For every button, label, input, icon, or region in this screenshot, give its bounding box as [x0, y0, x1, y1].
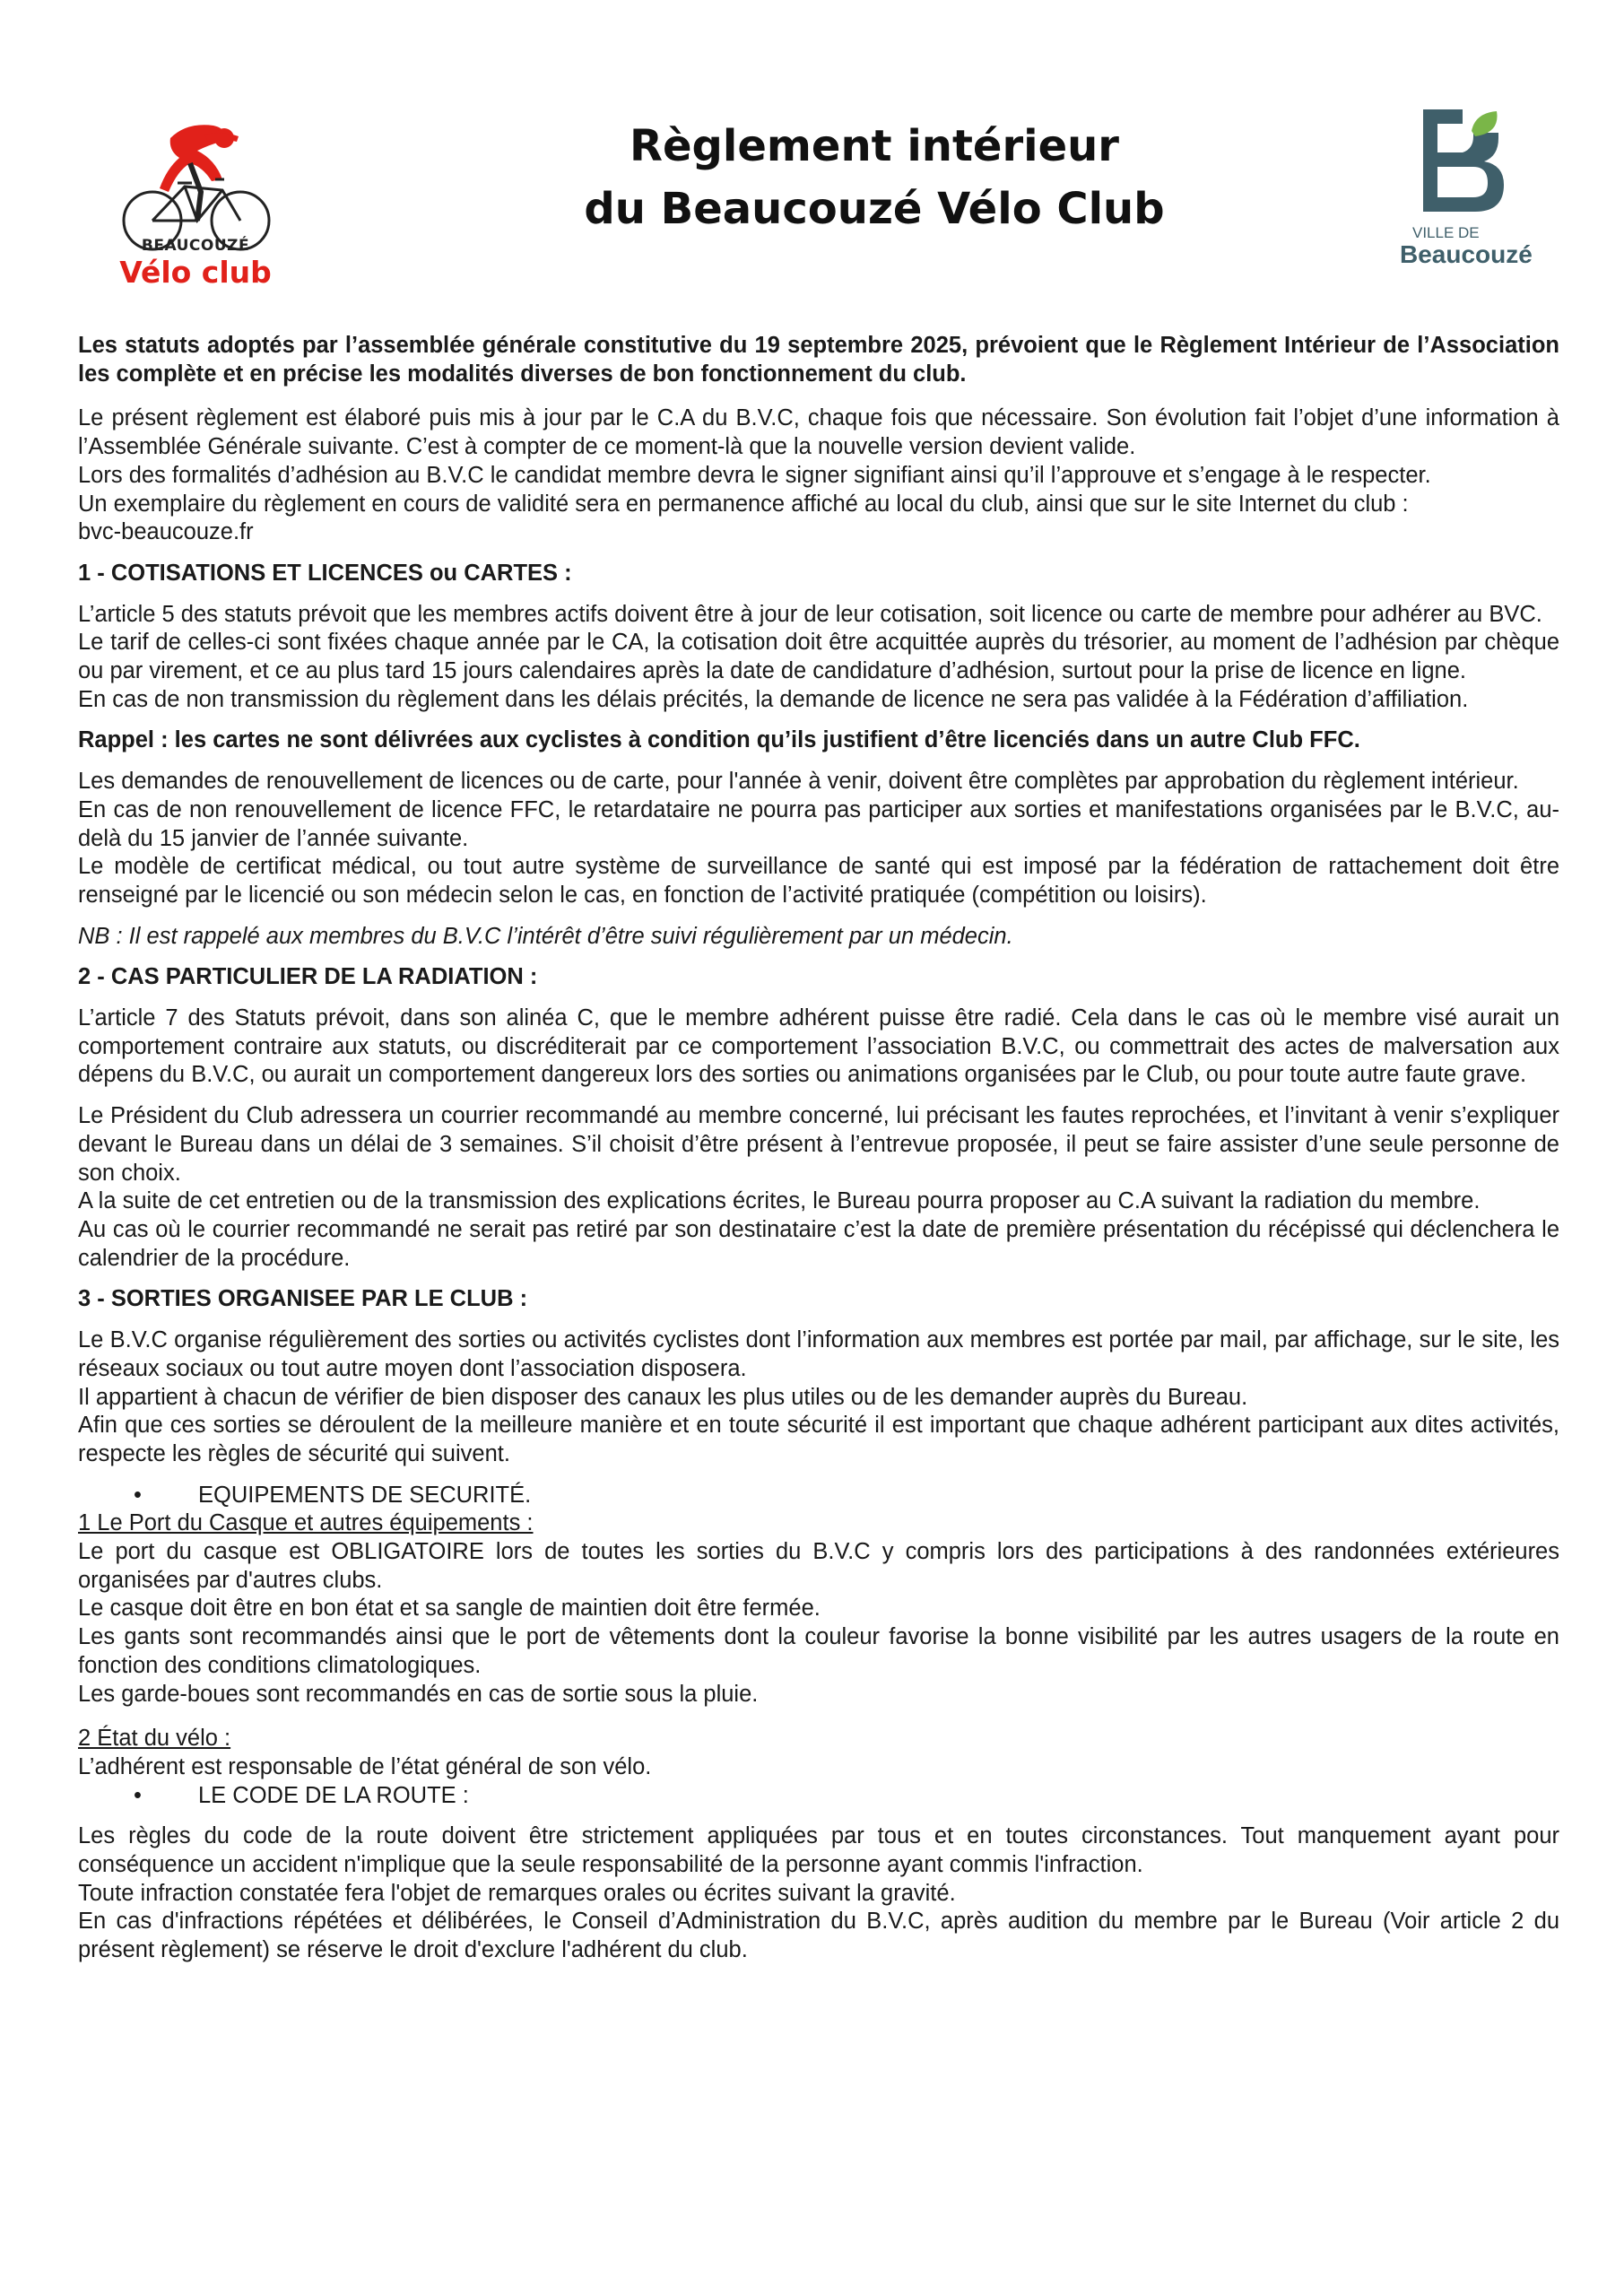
section-heading: 1 - COTISATIONS ET LICENCES ou CARTES : — [78, 560, 572, 586]
section-paragraph: Le Président du Club adressera un courrier recommandé au membre concerné, lui précisant les fautes reprochées, et l’invitant à venir s’expliquer devant le Bureau dans un délai de 3 semaines. S’il choisit d’être présent à l’entrevue proposée, il peut se faire assister d’une seule personne de son choix. — [78, 1103, 1559, 1186]
rappel-note: Rappel : les cartes ne sont délivrées aux cyclistes à condition qu’ils justifient d’être licenciés dans un autre Club FFC. — [78, 727, 1360, 753]
logo-right-line1: VILLE DE — [1412, 224, 1480, 241]
logo-right-line2: Beaucouzé — [1400, 240, 1533, 268]
section-paragraph: L’article 7 des Statuts prévoit, dans son alinéa C, que le membre adhérent puisse être radié. Cela dans le cas où le membre visé aurait un comportement contraire aux statuts, ou discréditerait par ce comportement l’association B.V.C, ou commettrait des actes de malversation aux dépens du B.V.C, ou aurait un comportement dangereux lors des sorties ou animations organisées par le Club, ou pour toute autre faute grave. — [78, 1005, 1559, 1088]
intro-paragraph: Lors des formalités d’adhésion au B.V.C le candidat membre devra le signer signifiant ainsi qu’il l’approuve et s’engage à le respecter. — [78, 462, 1431, 488]
section-paragraph: L’adhérent est responsable de l’état général de son vélo. — [78, 1753, 652, 1779]
b-leaf-icon — [1385, 106, 1538, 222]
section-paragraph: Le port du casque est OBLIGATOIRE lors de toutes les sorties du B.V.C y compris lors des participations à des randonnées extérieures organisées par d'autres clubs. — [78, 1539, 1559, 1593]
sub-heading: 1 Le Port du Casque et autres équipements : — [78, 1510, 534, 1536]
logo-left-line2: Vélo club — [119, 255, 272, 290]
section-paragraph: Les gants sont recommandés ainsi que le port de vêtements dont la couleur favorise la bonne visibilité par les autres usagers de la route en fonction des conditions climatologiques. — [78, 1624, 1559, 1678]
section-paragraph: Au cas où le courrier recommandé ne serait pas retiré par son destinataire c’est la date de première présentation du récépissé qui déclenchera le calendrier de la procédure. — [78, 1216, 1559, 1271]
logo-left-line1: BEAUCOUZÉ — [141, 237, 250, 255]
document-title — [448, 115, 1300, 240]
section-heading: 2 - CAS PARTICULIER DE LA RADIATION : — [78, 964, 538, 990]
section-paragraph: Le casque doit être en bon état et sa sangle de maintien doit être fermée. — [78, 1596, 821, 1622]
intro-lead: Les statuts adoptés par l’assemblée générale constitutive du 19 septembre 2025, prévoient que le Règlement Intérieur de l’Association les complète et en précise les modalités diverses de bon fonctionnement du club. — [78, 333, 1559, 387]
title-line-1: Règlement intérieur — [630, 121, 1119, 171]
section-paragraph: Toute infraction constatée fera l'objet de remarques orales ou écrites suivant la gravité. — [78, 1880, 956, 1906]
section-paragraph: Il appartient à chacun de vérifier de bien disposer des canaux les plus utiles ou de les demander auprès du Bureau. — [78, 1384, 1248, 1410]
bullet-icon: • — [134, 1782, 142, 1808]
bullet-icon: • — [134, 1482, 142, 1508]
bullet-text: EQUIPEMENTS DE SECURITÉ. — [198, 1482, 532, 1508]
section-paragraph: En cas d'infractions répétées et délibérées, le Conseil d’Administration du B.V.C, après audition du membre par le Bureau (Voir article 2 du présent règlement) se réserve le droit d'exclure l'adhérent du club. — [78, 1909, 1559, 1963]
bullet-item — [78, 1782, 1559, 1811]
nb-note: NB : Il est rappelé aux membres du B.V.C l’intérêt d’être suivi régulièrement par un médecin. — [78, 923, 1013, 949]
section-paragraph: Les règles du code de la route doivent être strictement appliquées par tous et en toutes circonstances. Tout manquement ayant pour conséquence un accident n'implique que la seule responsabilité de la personne ayant commis l'infraction. — [78, 1823, 1559, 1878]
intro-paragraph: Un exemplaire du règlement en cours de validité sera en permanence affiché au local du club, ainsi que sur le site Internet du club : — [78, 491, 1409, 517]
section-paragraph: En cas de non renouvellement de licence FFC, le retardataire ne pourra pas participer aux sorties et manifestations organisées par le B.V.C, au-delà du 15 janvier de l’année suivante. — [78, 796, 1559, 851]
section-paragraph: En cas de non transmission du règlement dans les délais précités, la demande de licence ne sera pas validée à la Fédération d’affiliation. — [78, 686, 1469, 712]
section-paragraph: Afin que ces sorties se déroulent de la meilleure manière et en toute sécurité il est important que chaque adhérent participant aux dites activités, respecte les règles de sécurité qui suivent. — [78, 1413, 1559, 1466]
section-paragraph: Le B.V.C organise régulièrement des sorties ou activités cyclistes dont l’information aux membres est portée par mail, par affichage, sur le site, les réseaux sociaux ou tout autre moyen dont l’association disposera. — [78, 1327, 1559, 1381]
section-paragraph: Les garde-boues sont recommandés en cas de sortie sous la pluie. — [78, 1681, 759, 1707]
bullet-item — [78, 1482, 1559, 1510]
velo-club-logo — [115, 115, 276, 300]
section-paragraph: Le tarif de celles-ci sont fixées chaque année par le CA, la cotisation doit être acquittée auprès du trésorier, au moment de l’adhésion par chèque ou par virement, et ce au plus tard 15 jours calendaires après la date de candidature d’adhésion, surtout pour la prise de licence en ligne. — [78, 630, 1559, 684]
document-body — [78, 332, 1559, 1965]
section-paragraph: L’article 5 des statuts prévoit que les membres actifs doivent être à jour de leur cotisation, soit licence ou carte de membre pour adhérer au BVC. — [78, 601, 1542, 627]
section-paragraph: Le modèle de certificat médical, ou tout autre système de surveillance de santé qui est imposé par la fédération de rattachement doit être renseigné par le licencié ou son médecin selon le cas, en fonction de l’activité pratiquée (compétition ou loisirs). — [78, 854, 1559, 908]
sub-heading: 2 État du vélo : — [78, 1726, 231, 1752]
section-paragraph: A la suite de cet entretien ou de la transmission des explications écrites, le Bureau pourra proposer au C.A suivant la radiation du membre. — [78, 1188, 1481, 1214]
bullet-text: LE CODE DE LA ROUTE : — [198, 1782, 469, 1808]
title-line-2: du Beaucouzé Vélo Club — [584, 184, 1165, 234]
section-heading: 3 - SORTIES ORGANISEE PAR LE CLUB : — [78, 1286, 528, 1312]
section-paragraph: Les demandes de renouvellement de licences ou de carte, pour l'année à venir, doivent être complètes par approbation du règlement intérieur. — [78, 769, 1519, 795]
website-text: bvc-beaucouze.fr — [78, 519, 254, 545]
ville-beaucouze-logo — [1385, 106, 1538, 276]
intro-paragraph: Le présent règlement est élaboré puis mis à jour par le C.A du B.V.C, chaque fois que nécessaire. Son évolution fait l’objet d’une information à l’Assemblée Générale suivante. C’est à compter de ce moment-là que la nouvelle version devient valide. — [78, 405, 1559, 460]
